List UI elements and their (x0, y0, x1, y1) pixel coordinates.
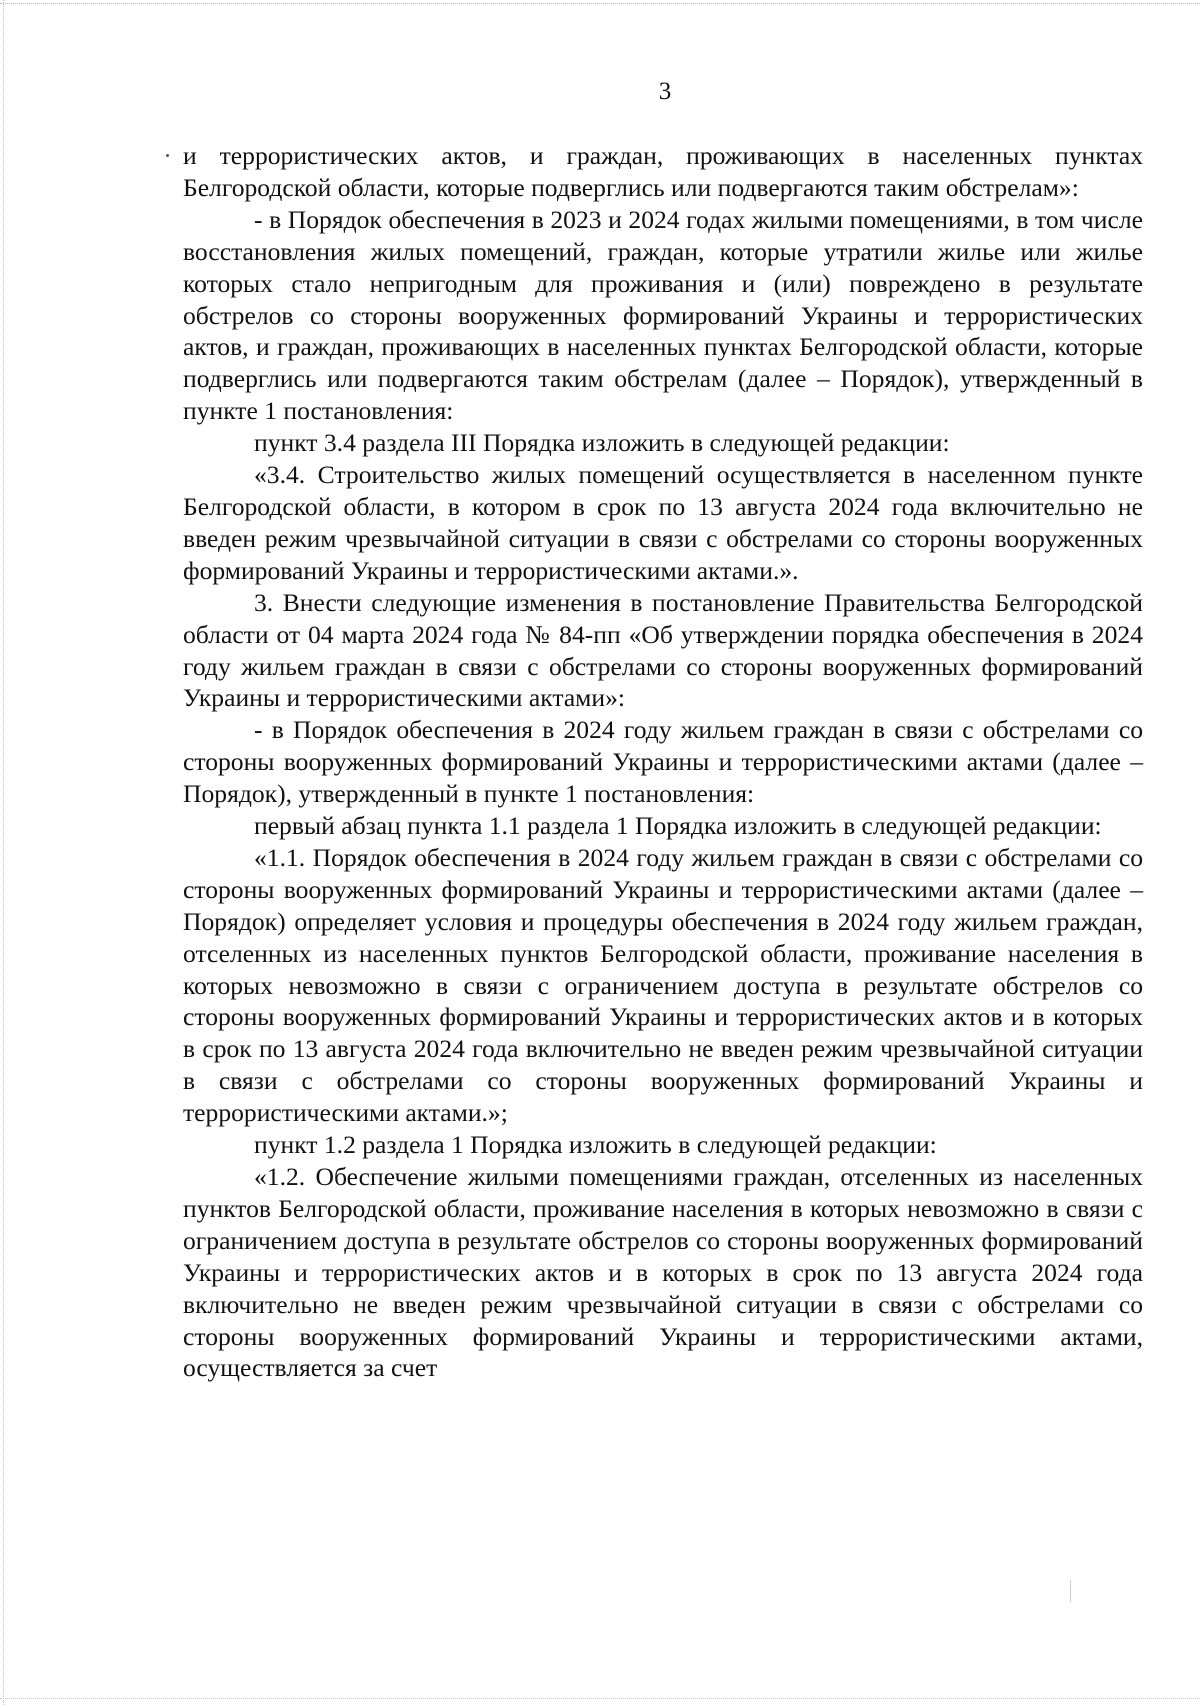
paragraph-clause-3-4-intro: пункт 3.4 раздела III Порядка изложить в следующей редакции: (254, 428, 950, 458)
paragraph-order-2024: - в Порядок обеспечения в 2024 году жильем граждан в связи с обстрелами со стороны вооруженных формирований Украины и террористическими актами (далее – Порядок), утвержденный в пункте 1 постановления: (183, 715, 1143, 809)
paragraph-clause-1-1-text: «1.1. Порядок обеспечения в 2024 году жильем граждан в связи с обстрелами со стороны вооруженных формирований Украины и террористическими актами (далее – Порядок) определяет условия и процедуры обеспечения в 2024 году жильем граждан, отселенных из населенных пунктов Белгородской области, проживание населения в которых невозможно в связи с ограничением доступа в результате обстрелов со стороны вооруженных формирований Украины и террористических актов и в которых в срок по 13 августа 2024 года включительно не введен режим чрезвычайной ситуации в связи с обстрелами со стороны вооруженных формирований Украины и террористическими актами.»; (183, 842, 1143, 1128)
paragraph-continuation: и террористических актов, и граждан, проживающих в населенных пунктах Белгородской области, которые подверглись или подвергаются таким обстрелам»: (183, 141, 1143, 202)
paragraph-order-amendment: - в Порядок обеспечения в 2023 и 2024 годах жилыми помещениями, в том числе восстановления жилых помещений, граждан, которые утратили жилье или жилье которых стало непригодным для проживания и (или) повреждено в результате обстрелов со стороны вооруженных формирований Украины и террористических актов, и граждан, проживающих в населенных пунктах Белгородской области, которые подверглись или подвергаются таким обстрелам (далее – Порядок), утвержденный в пункте 1 постановления: (183, 204, 1143, 426)
paragraph-clause-1-2-intro: пункт 1.2 раздела 1 Порядка изложить в следующей редакции: (254, 1130, 937, 1160)
paragraph-clause-1-1-intro: первый абзац пункта 1.1 раздела 1 Порядка изложить в следующей редакции: (254, 811, 1102, 841)
page-number: 3 (658, 78, 672, 105)
paragraph-clause-1-2-text: «1.2. Обеспечение жилыми помещениями граждан, отселенных из населенных пунктов Белгородской области, проживание населения в которых невозможно в связи с ограничением доступа в результате обстрелов со стороны вооруженных формирований Украины и террористических актов и в которых в срок по 13 августа 2024 года включительно не введен режим чрезвычайной ситуации в связи с обстрелами со стороны вооруженных формирований Украины и террористическими актами, осуществляется за счет (183, 1162, 1143, 1383)
scan-edge-left (3, 0, 4, 1705)
scan-edge-bottom (0, 1698, 1200, 1699)
document-body (183, 140, 1143, 1384)
margin-mark (166, 154, 169, 157)
paragraph-item-3: 3. Внести следующие изменения в постановление Правительства Белгородской области от 04 марта 2024 года № 84-пп «Об утверждении порядка обеспечения в 2024 году жильем граждан в связи с обстрелами со стороны вооруженных формирований Украины и террористическими актами»: (183, 587, 1143, 713)
scan-edge-top (0, 3, 1200, 4)
scan-artifact (1070, 1580, 1071, 1602)
paragraph-clause-3-4-text: «3.4. Строительство жилых помещений осуществляется в населенном пункте Белгородской области, в котором в срок по 13 августа 2024 года включительно не введен режим чрезвычайной ситуации в связи с обстрелами со стороны вооруженных формирований Украины и террористическими актами.». (183, 460, 1143, 585)
